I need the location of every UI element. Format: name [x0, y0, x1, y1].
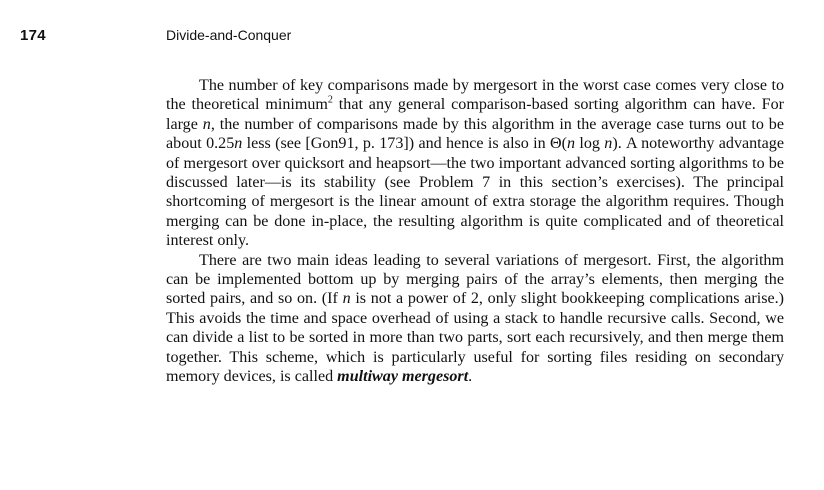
math-variable-n: n	[567, 135, 576, 153]
footnote-marker: 2	[327, 95, 333, 107]
paragraph-1-text-4: less (see [Gon91, p. 173]) and hence is also in Θ(	[242, 135, 568, 153]
paragraph-2-text-1: There are two main ideas leading to several variations of mergesort. First, the algorithm can be implemented bottom up by merging pairs of the array’s elements, then merging the sorted pairs, and so on. (If	[166, 251, 784, 308]
paragraph-1-text-2: that any general comparison-based sorting algorithm can have. For large	[166, 96, 784, 133]
paragraph-1	[166, 76, 784, 251]
page-number: 174	[20, 27, 46, 44]
body-text	[166, 76, 784, 387]
math-variable-n: n	[342, 290, 351, 308]
paragraph-2-text-3: .	[468, 368, 473, 386]
paragraph-1-text-6: ). A noteworthy advantage of mergesort over quicksort and heapsort—the two important advanced sorting algorithms to be discussed later—is its stability (see Problem 7 in this section’s exercises). The principal shortcoming of mergesort is the linear amount of extra storage the algorithm requires. Though merging can be done in-place, the resulting algorithm is quite complicated and of theoretical interest only.	[166, 135, 784, 250]
page-header	[0, 27, 824, 47]
running-head: Divide-and-Conquer	[166, 27, 292, 43]
math-variable-n: n	[202, 115, 211, 133]
paragraph-1-text-1: The number of key comparisons made by mergesort in the worst case comes very close to the theoretical minimum	[166, 77, 784, 114]
paragraph-1-text-5: log	[575, 135, 605, 153]
math-variable-n: n	[234, 135, 243, 153]
defined-term: multiway mergesort	[337, 368, 469, 386]
paragraph-1-text-3: , the number of comparisons made by this algorithm in the average case turns out to be about 0.25	[166, 115, 784, 153]
paragraph-2-text-2: is not a power of 2, only slight bookkeeping complications arise.) This avoids the time and space overhead of using a stack to handle recursive calls. Second, we can divide a list to be sorted in more than two parts, sort each recursively, and then merge them together. This scheme, which is particularly useful for sorting files residing on secondary memory devices, is called	[166, 290, 784, 386]
math-variable-n: n	[604, 135, 613, 153]
paragraph-2	[166, 251, 784, 387]
